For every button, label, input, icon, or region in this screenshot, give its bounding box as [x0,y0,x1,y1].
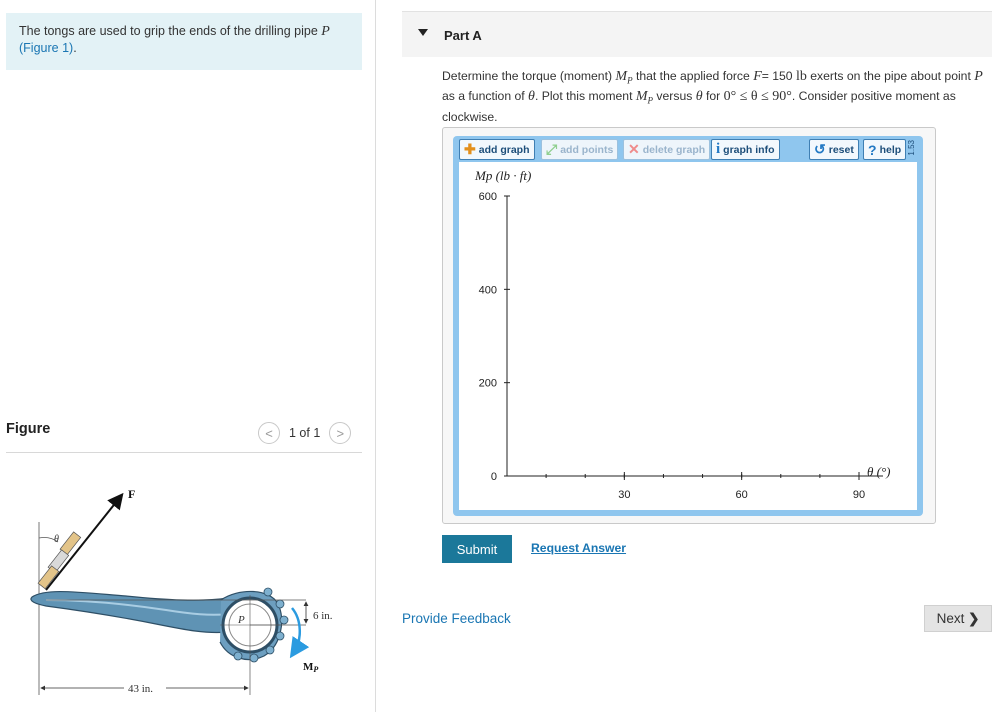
part-title: Part A [444,28,482,43]
theta-label: θ [54,534,59,545]
y-tick-label: 0 [490,471,497,483]
add-points-icon: ⤢ [546,141,558,157]
part-a-header[interactable] [402,11,992,57]
y-axis-label: Mp (lb · ft) [475,168,532,183]
figure-heading: Figure [6,421,51,437]
graphing-tool [442,127,936,524]
intro-var-p: P [321,24,330,39]
graph-canvas[interactable] [459,162,917,510]
graphing-tool-inner [453,136,923,516]
tongs-figure [6,470,366,710]
next-button[interactable]: Next ❯ [924,605,992,632]
plot-area[interactable] [459,162,917,510]
moment-label: MP [303,661,319,674]
force-label: F [128,487,136,501]
version-tag: 1.53 [907,140,916,156]
add-points-button[interactable]: ⤢ add points [541,139,618,160]
y-tick-label: 400 [478,284,497,297]
intro-text: The tongs are used to grip the ends of the drilling pipe [19,24,322,38]
next-figure-button[interactable] [329,422,351,444]
left-panel [0,0,376,712]
reset-button[interactable]: ↺ reset [809,139,859,160]
x-axis-label: θ (°) [867,464,891,479]
pipe-point-label: P [238,614,245,626]
request-answer-link[interactable]: Request Answer [531,541,627,555]
reset-icon: ↺ [814,141,826,157]
y-tick-label: 600 [478,191,497,203]
figure-divider [6,452,362,453]
caret-down-icon [418,29,428,36]
graph-info-button[interactable]: i graph info [711,139,780,160]
y-ticks [479,191,510,483]
figure-page-count: 1 of 1 [289,426,321,440]
dimension-43in: 43 in. [128,683,154,695]
problem-statement [6,13,362,70]
help-button[interactable]: ? help [863,139,906,160]
x-icon: ✕ [628,141,640,157]
provide-feedback-link[interactable]: Provide Feedback [402,611,511,626]
chevron-right-icon: ❯ [968,610,980,626]
figure-link[interactable]: (Figure 1) [19,41,74,55]
x-tick-label: 30 [618,489,631,501]
submit-button[interactable]: Submit [442,535,512,563]
question-text: Determine the torque (moment) $M_P$ that the applied force F= 150 lb exerts on the pipe about point P as a function of θ. Plot this moment $M_P$ versus θ for 0° ≤ θ ≤ 90°. Consider positive moment as clockwise. [442,69,983,124]
add-graph-button[interactable]: ✚ add graph [459,139,535,160]
graph-toolbar [459,139,917,161]
dimension-6in: 6 in. [313,610,333,622]
prev-figure-button[interactable] [258,422,280,444]
delete-graph-button[interactable]: ✕ delete graph [623,139,710,160]
plus-icon: ✚ [464,141,476,157]
intro-period: . [73,41,77,55]
chevron-left-icon: < [265,425,273,441]
x-tick-label: 90 [852,489,866,501]
chevron-right-icon: > [336,425,345,441]
x-tick-label: 60 [735,489,748,501]
figure-pager [258,422,351,444]
help-icon: ? [868,141,877,158]
info-icon: i [716,141,721,157]
y-tick-label: 200 [478,377,497,390]
